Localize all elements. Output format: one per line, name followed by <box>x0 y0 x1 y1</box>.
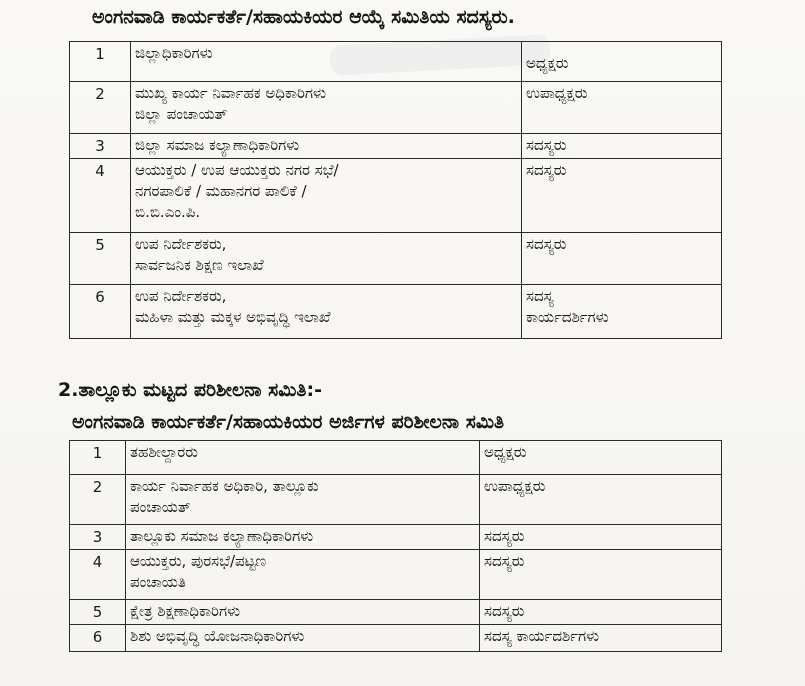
member-designation <box>131 134 522 159</box>
member-designation <box>126 625 480 652</box>
committee-role <box>480 475 722 525</box>
table-row <box>70 42 722 82</box>
committee-role <box>522 233 722 285</box>
role-line: ಸದಸ್ಯರು <box>526 235 567 253</box>
serial-number: 1 <box>70 441 126 475</box>
member-designation <box>126 475 480 525</box>
role-line: ಸದಸ್ಯರು <box>484 602 525 620</box>
member-designation <box>126 441 480 475</box>
taluk-committee-heading: 2.ತಾಲ್ಲೂಕು ಮಟ್ಟದ ಪರಿಶೀಲನಾ ಸಮಿತಿ:- <box>58 379 322 401</box>
member-designation <box>131 42 522 82</box>
member-designation <box>131 82 522 134</box>
role-line: ಅಧ್ಯಕ್ಷರು <box>526 54 569 72</box>
serial-number: 6 <box>70 285 131 339</box>
designation-line: ಬಿ.ಬಿ.ಎಂ.ಪಿ. <box>135 203 201 221</box>
serial-number: 5 <box>70 600 126 625</box>
table-row <box>70 159 722 233</box>
selection-committee-heading: ಅಂಗನವಾಡಿ ಕಾರ್ಯಕರ್ತೆ/ಸಹಾಯಕಿಯರ ಆಯ್ಕೆ ಸಮಿತಿಯ ಸದಸ್ಯರು. <box>92 6 515 28</box>
table-row <box>70 233 722 285</box>
designation-line: ಆಯುಕ್ತರು, ಪುರಸಭೆ/ಪಟ್ಟಣ <box>130 552 267 570</box>
serial-number: 5 <box>70 233 131 285</box>
designation-line: ಆಯುಕ್ತರು / ಉಪ ಆಯುಕ್ತರು ನಗರ ಸಭೆ/ <box>135 161 339 179</box>
serial-number: 1 <box>70 42 131 82</box>
table-row <box>70 525 722 550</box>
serial-number: 6 <box>70 625 126 652</box>
member-designation <box>131 159 522 233</box>
serial-number: 3 <box>70 134 131 159</box>
committee-role <box>480 625 722 652</box>
role-line: ಸದಸ್ಯರು <box>484 552 525 570</box>
designation-line: ಮುಖ್ಯ ಕಾರ್ಯ ನಿರ್ವಾಹಕ ಅಧಿಕಾರಿಗಳು <box>135 84 326 102</box>
role-line: ಉಪಾಧ್ಯಕ್ಷರು <box>484 477 546 495</box>
designation-line: ಉಪ ನಿರ್ದೇಶಕರು, <box>135 287 227 305</box>
committee-role <box>480 441 722 475</box>
member-designation <box>131 233 522 285</box>
role-line: ಉಪಾಧ್ಯಕ್ಷರು <box>526 84 588 102</box>
serial-number: 2 <box>70 82 131 134</box>
committee-role <box>522 134 722 159</box>
designation-line: ತಹಶೀಲ್ದಾರರು <box>130 443 198 461</box>
designation-line: ತಾಲ್ಲೂಕು ಸಮಾಜ ಕಲ್ಯಾಣಾಧಿಕಾರಿಗಳು <box>130 527 314 545</box>
role-line: ಸದಸ್ಯರು <box>526 136 567 154</box>
designation-line: ಕ್ಷೇತ್ರ ಶಿಕ್ಷಣಾಧಿಕಾರಿಗಳು <box>130 602 240 620</box>
member-designation <box>126 525 480 550</box>
table-row <box>70 625 722 652</box>
role-line: ಸದಸ್ಯ <box>526 287 554 305</box>
district-committee-table <box>69 41 722 339</box>
member-designation <box>126 600 480 625</box>
committee-role <box>522 82 722 134</box>
designation-line: ಮಹಿಳಾ ಮತ್ತು ಮಕ್ಕಳ ಅಭಿವೃದ್ಧಿ ಇಲಾಖೆ <box>135 308 331 326</box>
table-row <box>70 600 722 625</box>
serial-number: 4 <box>70 550 126 600</box>
serial-number: 3 <box>70 525 126 550</box>
table-row <box>70 475 722 525</box>
committee-role <box>480 550 722 600</box>
committee-role <box>522 159 722 233</box>
role-line: ಸದಸ್ಯ ಕಾರ್ಯದರ್ಶಿಗಳು <box>484 627 600 645</box>
member-designation <box>126 550 480 600</box>
designation-line: ಶಿಶು ಅಭಿವೃದ್ಧಿ ಯೋಜನಾಧಿಕಾರಿಗಳು <box>130 627 305 645</box>
designation-line: ಜಿಲ್ಲಾ ಪಂಚಾಯತ್ <box>135 105 228 123</box>
role-line: ಅಧ್ಯಕ್ಷರು <box>484 443 527 461</box>
designation-line: ಸಾರ್ವಜನಿಕ ಶಿಕ್ಷಣ ಇಲಾಖೆ <box>135 256 264 274</box>
taluk-committee-table <box>69 440 722 652</box>
designation-line: ಕಾರ್ಯ ನಿರ್ವಾಹಕ ಅಧಿಕಾರಿ, ತಾಲ್ಲೂಕು <box>130 477 319 495</box>
table-row <box>70 550 722 600</box>
committee-role <box>480 600 722 625</box>
role-line: ಕಾರ್ಯದರ್ಶಿಗಳು <box>526 308 609 326</box>
designation-line: ಉಪ ನಿರ್ದೇಶಕರು, <box>135 235 227 253</box>
designation-line: ಪಂಚಾಯತಿ <box>130 573 186 591</box>
table-row <box>70 285 722 339</box>
committee-role <box>522 285 722 339</box>
application-scrutiny-heading: ಅಂಗನವಾಡಿ ಕಾರ್ಯಕರ್ತೆ/ಸಹಾಯಕಿಯರ ಅರ್ಜಿಗಳ ಪರಿಶೀಲನಾ ಸಮಿತಿ <box>72 411 505 433</box>
serial-number: 2 <box>70 475 126 525</box>
serial-number: 4 <box>70 159 131 233</box>
committee-role <box>480 525 722 550</box>
table-row <box>70 441 722 475</box>
table-row <box>70 82 722 134</box>
designation-line: ಜಿಲ್ಲಾ ಸಮಾಜ ಕಲ್ಯಾಣಾಧಿಕಾರಿಗಳು <box>135 136 300 154</box>
role-line: ಸದಸ್ಯರು <box>484 527 525 545</box>
designation-line: ಜಿಲ್ಲಾಧಿಕಾರಿಗಳು <box>135 44 213 62</box>
designation-line: ಪಂಚಾಯತ್ <box>130 498 191 516</box>
designation-line: ನಗರಪಾಲಿಕೆ / ಮಹಾನಗರ ಪಾಲಿಕೆ / <box>135 182 307 200</box>
role-line: ಸದಸ್ಯರು <box>526 161 567 179</box>
member-designation <box>131 285 522 339</box>
table-row <box>70 134 722 159</box>
committee-role <box>522 42 722 82</box>
